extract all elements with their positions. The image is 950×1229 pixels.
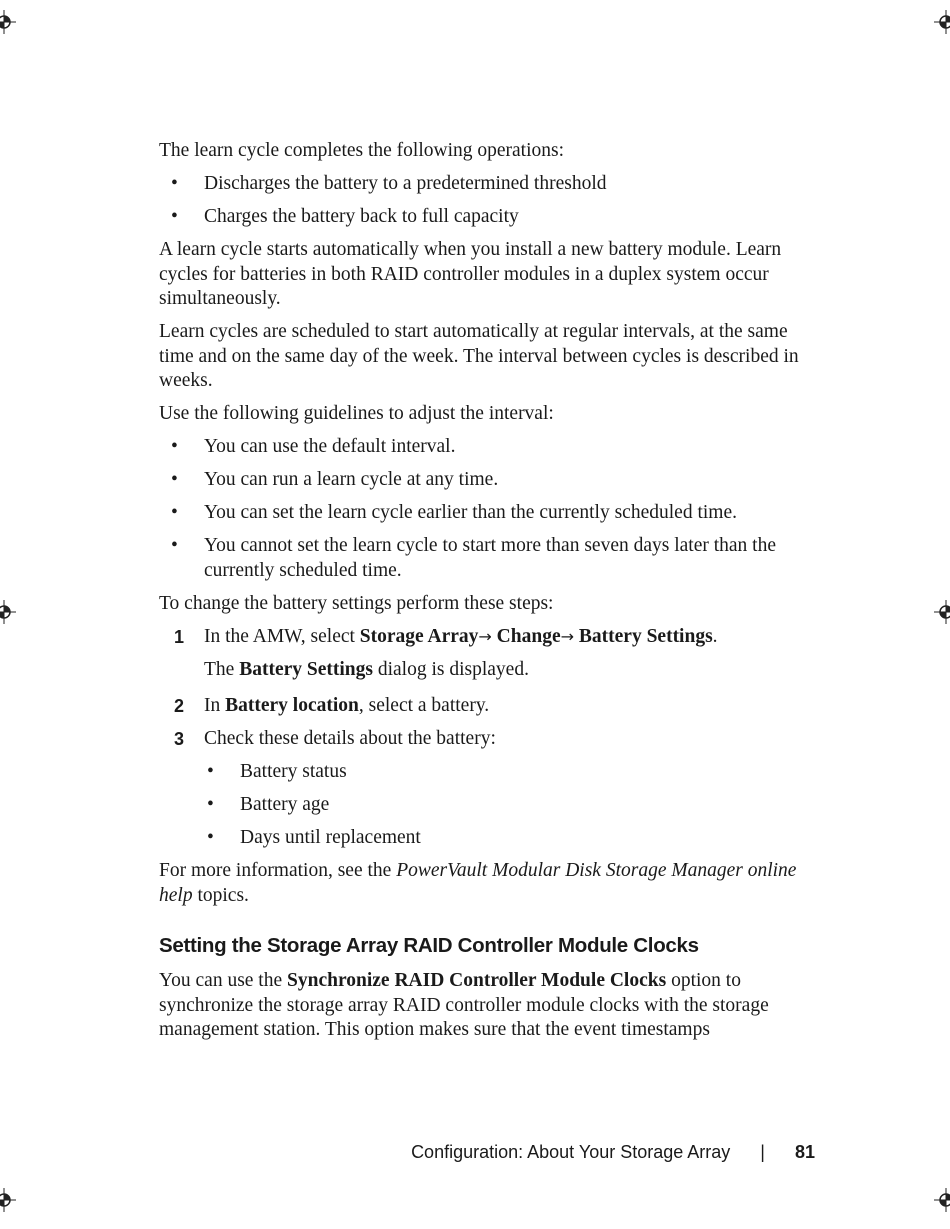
crop-mark-icon [934, 1188, 950, 1212]
schedule-paragraph: Learn cycles are scheduled to start automatically at regular intervals, at the same time and on the same day of the week. The interval between cycles is described in weeks. [159, 321, 799, 391]
list-item: • You can set the learn cycle earlier than the currently scheduled time. [159, 501, 824, 526]
page-body [159, 139, 824, 1051]
crop-mark-icon [934, 10, 950, 34]
list-item: • Battery status [204, 760, 824, 785]
list-item: • You can use the default interval. [159, 435, 824, 460]
step-2 [159, 694, 824, 719]
step-result-text: The [204, 658, 240, 680]
menu-change: Change [496, 625, 561, 647]
intro-paragraph: The learn cycle completes the following operations: [159, 140, 565, 161]
step-text: In the AMW, select [204, 625, 360, 647]
auto-start-paragraph: A learn cycle starts automatically when you install a new battery module. Learn cycles for batteries in both RAID controller modules in a duplex system occur simultaneously. [159, 239, 782, 309]
menu-battery-settings: Battery Settings [578, 625, 713, 647]
step-1 [159, 625, 824, 683]
field-battery-location: Battery location [225, 695, 359, 716]
section-paragraph [159, 969, 824, 1043]
crop-mark-icon [934, 600, 950, 624]
section-heading: Setting the Storage Array RAID Controller Module Clocks [159, 934, 699, 957]
crop-mark-icon [0, 1188, 16, 1212]
footer-separator: | [760, 1142, 765, 1162]
menu-storage-array: Storage Array [359, 625, 479, 647]
step-result [204, 658, 824, 683]
step-text: Check these details about the battery: [204, 728, 496, 749]
crop-mark-icon [0, 10, 16, 34]
more-info-text-end: topics. [192, 884, 249, 906]
page-footer [0, 1140, 815, 1164]
list-item: • You cannot set the learn cycle to start more than seven days later than the currently scheduled time. [159, 534, 824, 583]
list-item: • Days until replacement [204, 826, 824, 851]
procedure-steps [159, 625, 824, 851]
option-name: Synchronize RAID Controller Module Clocks [287, 970, 667, 991]
list-item: • Discharges the battery to a predetermined threshold [159, 172, 824, 197]
arrow-right-icon: → [478, 626, 492, 646]
arrow-right-icon: → [560, 626, 575, 646]
operations-list [159, 172, 824, 230]
battery-details-list [204, 760, 824, 851]
step-text: In [204, 695, 226, 716]
more-info-text: For more information, see the [159, 860, 397, 881]
crop-mark-icon [0, 600, 16, 624]
section-text: You can use the [159, 970, 288, 991]
list-item: • You can run a learn cycle at any time. [159, 468, 824, 493]
page-number: 81 [794, 1142, 815, 1162]
step-number: 1 [174, 626, 185, 647]
guidelines-intro: Use the following guidelines to adjust the interval: [159, 403, 554, 424]
step-3 [159, 727, 824, 851]
step-number: 3 [174, 729, 185, 749]
list-item: • Charges the battery back to full capacity [159, 205, 824, 230]
section-text-end: option to synchronize the storage array RAID controller module clocks with the storage management station. This option makes sure that the event timestamps [159, 970, 769, 1040]
more-info-paragraph [159, 859, 824, 908]
guidelines-list [159, 435, 824, 583]
step-number: 2 [174, 696, 185, 716]
steps-intro: To change the battery settings perform these steps: [159, 592, 554, 614]
step-text-end: . [712, 625, 718, 647]
help-reference: PowerVault Modular Disk Storage Manager online help [159, 860, 797, 906]
dialog-name: Battery Settings [239, 658, 373, 680]
footer-chapter-title: Configuration: About Your Storage Array [411, 1142, 731, 1162]
step-result-text-end: dialog is displayed. [372, 658, 529, 680]
step-text-end: , select a battery. [358, 695, 490, 716]
list-item: • Battery age [204, 793, 824, 818]
